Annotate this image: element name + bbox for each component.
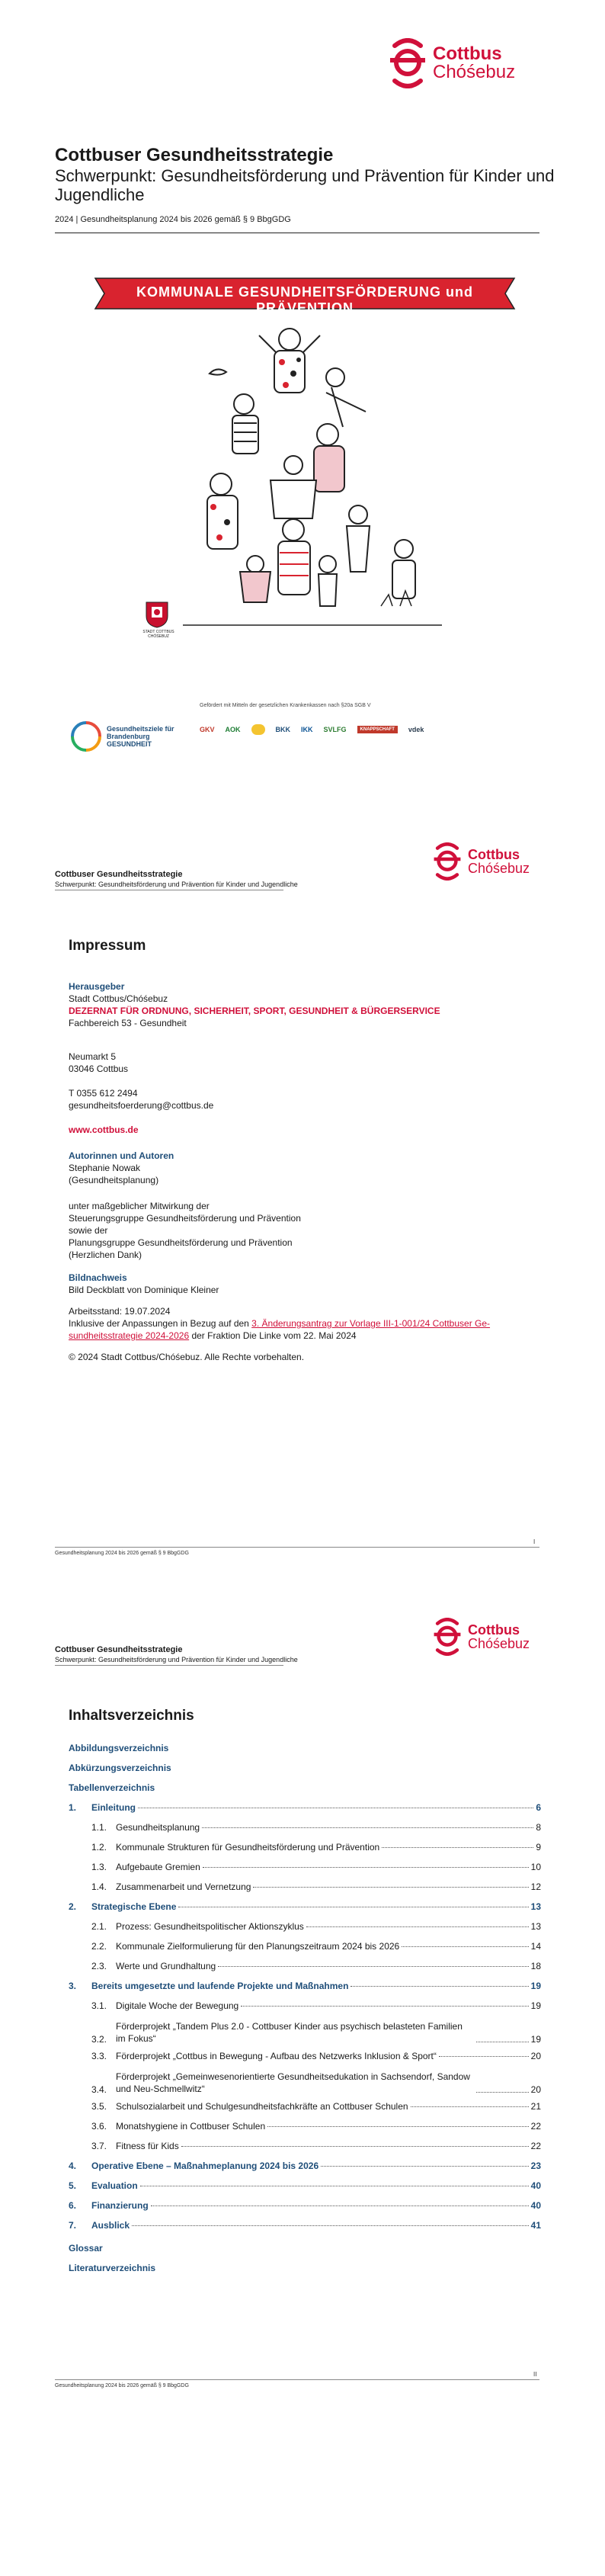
author-name: Stephanie Nowak — [69, 1163, 141, 1173]
cover-illustration — [137, 320, 472, 648]
running-header-title: Cottbuser Gesundheitsstrategie — [55, 870, 183, 879]
bildnachweis-block — [69, 1272, 571, 1296]
toc-entry-number: 3.3. — [91, 2051, 107, 2061]
toc-entry-number: 1.3. — [91, 1862, 107, 1872]
toc-entry[interactable] — [91, 2051, 541, 2061]
toc-entry[interactable] — [91, 1822, 541, 1833]
cottbus-logo-icon — [433, 842, 462, 881]
brand-name-line2: Chóśebuz — [468, 861, 530, 876]
fachbereich-name: Fachbereich 53 - Gesundheit — [69, 1018, 187, 1028]
arbeitsstand-block — [69, 1305, 556, 1342]
brand-logo[interactable] — [389, 38, 515, 88]
toc-heading: Inhaltsverzeichnis — [69, 1708, 194, 1724]
toc-entry-label: Evaluation — [91, 2180, 138, 2191]
toc-entry-page: 14 — [530, 1941, 541, 1952]
toc-entry[interactable] — [91, 2141, 541, 2151]
gesundheitsziele-logo-icon — [70, 720, 102, 752]
toc-pre-item[interactable]: Abkürzungsverzeichnis — [69, 1763, 171, 1773]
toc-entry-number: 2.2. — [91, 1941, 107, 1952]
toc-entry[interactable] — [91, 2101, 541, 2112]
website-link[interactable]: www.cottbus.de — [69, 1124, 139, 1135]
bildnachweis-text: Bild Deckblatt von Dominique Kleiner — [69, 1285, 219, 1295]
toc-entry-number: 2.3. — [91, 1961, 107, 1971]
toc-entry-page: 6 — [536, 1802, 541, 1813]
toc-leader-dots — [181, 2146, 529, 2147]
toc-entry-label: Einleitung — [91, 1802, 136, 1813]
toc-entry-label: Gesundheitsplanung — [116, 1822, 200, 1833]
footer-rule — [55, 2379, 539, 2380]
toc-entry[interactable] — [91, 2071, 541, 2095]
toc-entry-number: 7. — [69, 2220, 77, 2231]
toc-entry-page: 9 — [536, 1842, 541, 1853]
toc-entry-page: 22 — [530, 2141, 541, 2151]
toc-entry[interactable] — [91, 1941, 541, 1952]
toc-entry-number: 3.1. — [91, 2000, 107, 2011]
cottbus-logo-icon — [389, 38, 427, 88]
cover-meta: 2024 | Gesundheitsplanung 2024 bis 2026 gemäß § 9 BbgGDG — [55, 215, 291, 224]
toc-entry-label: Förderprojekt „Cottbus in Bewegung - Aufbau des Netzwerks Inklusion & Sport“ — [116, 2051, 437, 2061]
ikk-logo-icon: IKK — [301, 726, 313, 733]
toc-entry-number: 3.7. — [91, 2141, 107, 2151]
toc-leader-dots — [382, 1847, 533, 1848]
brand-name-line2: Chóśebuz — [433, 62, 516, 82]
toc-entry[interactable] — [91, 1842, 541, 1853]
crest-caption: STADT COTTBUS CHÓŚEBUZ — [142, 630, 174, 639]
toc-leader-dots — [321, 2166, 529, 2167]
gkv-logo-icon: GKV — [200, 726, 215, 733]
toc-leader-dots — [241, 2006, 528, 2007]
toc-entry-page: 12 — [530, 1881, 541, 1892]
vdek-logo-icon: vdek — [408, 726, 424, 733]
authors-block — [69, 1150, 571, 1186]
toc-entry-label: Prozess: Gesundheitspolitischer Aktionszyklus — [116, 1921, 304, 1932]
footer-rule — [55, 1547, 539, 1548]
toc-leader-dots — [267, 2126, 529, 2127]
aok-logo-icon: AOK — [225, 726, 241, 733]
cover-banner — [88, 271, 522, 316]
brand-name-line1: Cottbus — [433, 43, 502, 64]
toc-entry-label: Förderprojekt „Tandem Plus 2.0 - Cottbuser Kinder aus psychisch belasteten Familien im Fokus“ — [116, 2021, 463, 2044]
toc-entry-label: Finanzierung — [91, 2200, 149, 2211]
toc-entry-label: Werte und Grundhaltung — [116, 1961, 216, 1971]
coop-line-2: Steuerungsgruppe Gesundheitsförderung und Prävention — [69, 1213, 301, 1224]
toc-entry-label: Monatshygiene in Cottbuser Schulen — [116, 2121, 266, 2132]
toc-entry-page: 18 — [530, 1961, 541, 1971]
toc-entry-label: Ausblick — [91, 2220, 130, 2231]
toc-entry-page: 21 — [530, 2101, 541, 2112]
toc-entry-number: 1.4. — [91, 1881, 107, 1892]
toc-entry-page: 13 — [530, 1901, 541, 1912]
toc-leader-dots — [218, 1966, 528, 1967]
toc-entry[interactable] — [69, 1981, 541, 1991]
toc-entry[interactable] — [91, 2000, 541, 2011]
page-number: I — [533, 1538, 536, 1545]
toc-entry[interactable] — [91, 2121, 541, 2132]
toc-leader-dots — [203, 1867, 529, 1868]
aenderungsantrag-link[interactable]: 3. Änderungsantrag zur Vorlage III-1-001/24 Cottbuser Ge-sundheitsstrategie 2024-2026 — [69, 1318, 491, 1341]
toc-entry-label: Förderprojekt „Gemeinwesenorientierte Gesundheitsedukation in Sachsendorf, Sandow und Neu-Schmellwitz“ — [116, 2071, 470, 2094]
toc-entry[interactable] — [69, 1901, 541, 1912]
toc-entry[interactable] — [69, 2220, 541, 2231]
toc-entry-label: Zusammenarbeit und Vernetzung — [116, 1881, 251, 1892]
toc-leader-dots — [253, 1887, 528, 1888]
dezernat-name: DEZERNAT FÜR ORDNUNG, SICHERHEIT, SPORT, GESUNDHEIT & BÜRGERSERVICE — [69, 1006, 440, 1016]
toc-leader-dots — [476, 2092, 529, 2093]
authors-label: Autorinnen und Autoren — [69, 1150, 174, 1161]
toc-entry-page: 19 — [530, 2034, 541, 2045]
arbeitsstand: Arbeitsstand: 19.07.2024 — [69, 1306, 171, 1317]
banner-text: KOMMUNALE GESUNDHEITSFÖRDERUNG und PRÄVENTION — [136, 284, 473, 316]
toc-entry-label: Kommunale Strukturen für Gesundheitsförderung und Prävention — [116, 1842, 380, 1853]
running-header-subtitle: Schwerpunkt: Gesundheitsförderung und Prävention für Kinder und Jugendliche — [55, 881, 298, 888]
footer-text: Gesundheitsplanung 2024 bis 2026 gemäß § 9 BbgGDG — [55, 2383, 189, 2388]
knappschaft-logo-icon: KNAPPSCHAFT — [357, 726, 398, 733]
cottbus-logo-icon — [433, 1618, 462, 1656]
toc-entry[interactable] — [91, 1881, 541, 1892]
toc-entry-label: Kommunale Zielformulierung für den Planungszeitraum 2024 bis 2026 — [116, 1941, 400, 1952]
toc-entry-number: 1.1. — [91, 1822, 107, 1833]
footer-text: Gesundheitsplanung 2024 bis 2026 gemäß § 9 BbgGDG — [55, 1551, 189, 1556]
herausgeber-label: Herausgeber — [69, 981, 125, 992]
header-rule — [55, 1665, 283, 1666]
toc-entry-number: 2. — [69, 1901, 77, 1912]
cover-subtitle: Schwerpunkt: Gesundheitsförderung und Prävention für Kinder und Jugendliche — [55, 166, 555, 204]
toc-entry[interactable] — [69, 1802, 541, 1813]
toc-post-item[interactable]: Glossar — [69, 2243, 103, 2254]
toc-entry[interactable] — [91, 1961, 541, 1971]
toc-entry-page: 20 — [530, 2051, 541, 2061]
crest-icon — [145, 601, 169, 628]
toc-entry-page: 20 — [530, 2084, 541, 2095]
toc-entry[interactable] — [69, 2161, 541, 2171]
inklusive-note — [69, 1317, 556, 1342]
brand-name-line1: Cottbus — [468, 847, 520, 862]
coop-line-1: unter maßgeblicher Mitwirkung der — [69, 1201, 210, 1211]
address-block — [69, 1051, 571, 1075]
inklusive-pre: Inklusive der Anpassungen in Bezug auf den — [69, 1318, 252, 1329]
cover-title: Cottbuser Gesundheitsstrategie — [55, 145, 334, 165]
toc-entry-number: 3. — [69, 1981, 77, 1991]
contact-block — [69, 1087, 571, 1112]
toc-entry[interactable] — [91, 2020, 541, 2045]
toc-entry-number: 5. — [69, 2180, 77, 2191]
toc-entry[interactable] — [69, 2200, 541, 2211]
partner-blob-icon — [251, 724, 265, 735]
toc-entry-number: 4. — [69, 2161, 77, 2171]
toc-entry-number: 6. — [69, 2200, 77, 2211]
partner-gesundheitsziele — [70, 720, 183, 752]
toc-leader-dots — [306, 1926, 529, 1927]
toc-entry[interactable] — [69, 2180, 541, 2191]
toc-leader-dots — [411, 2106, 529, 2107]
cooperation-block — [69, 1200, 571, 1261]
toc-entry-label: Aufgebaute Gremien — [116, 1862, 200, 1872]
toc-entry-label: Fitness für Kids — [116, 2141, 179, 2151]
toc-entry-number: 3.6. — [91, 2121, 107, 2132]
toc-leader-dots — [202, 1827, 533, 1828]
toc-entry-page: 40 — [530, 2200, 541, 2211]
toc-entry-label: Bereits umgesetzte und laufende Projekte und Maßnahmen — [91, 1981, 349, 1991]
cottbus-crest — [145, 601, 175, 632]
brand-name-line1: Cottbus — [468, 1622, 520, 1638]
toc-entry-page: 19 — [530, 2000, 541, 2011]
toc-entry-number: 3.2. — [91, 2034, 107, 2045]
toc-entry-page: 13 — [530, 1921, 541, 1932]
address-zip: 03046 Cottbus — [69, 1063, 129, 1074]
partner-gesundheitsziele-text: Gesundheitsziele für Brandenburg GESUNDHEIT — [107, 725, 174, 748]
contact-phone: T 0355 612 2494 — [69, 1088, 138, 1099]
city-name: Stadt Cottbus/Chóśebuz — [69, 993, 168, 1004]
toc-entry-page: 40 — [530, 2180, 541, 2191]
toc-entry-number: 1.2. — [91, 1842, 107, 1853]
impressum-heading: Impressum — [69, 938, 146, 954]
toc-entry-number: 2.1. — [91, 1921, 107, 1932]
bkk-logo-icon: BKK — [275, 726, 291, 733]
toc-leader-dots — [402, 1946, 528, 1947]
toc-entry-page: 8 — [536, 1822, 541, 1833]
toc-entry-label: Strategische Ebene — [91, 1901, 177, 1912]
brand-logo-toc[interactable] — [433, 1618, 530, 1656]
copyright: © 2024 Stadt Cottbus/Chóśebuz. Alle Rechte vorbehalten. — [69, 1352, 305, 1362]
toc-entry-number: 3.4. — [91, 2084, 107, 2095]
toc-entry-label: Operative Ebene – Maßnahmeplanung 2024 bis 2026 — [91, 2161, 319, 2171]
running-header-title: Cottbuser Gesundheitsstrategie — [55, 1645, 183, 1654]
author-role: (Gesundheitsplanung) — [69, 1175, 159, 1185]
toc-entry[interactable] — [91, 1921, 541, 1932]
toc-pre-item[interactable]: Tabellenverzeichnis — [69, 1782, 155, 1793]
toc-entry-number: 1. — [69, 1802, 77, 1813]
toc-post-item[interactable]: Literaturverzeichnis — [69, 2263, 156, 2273]
toc-pre-item[interactable]: Abbildungsverzeichnis — [69, 1743, 169, 1753]
funding-note: Gefördert mit Mitteln der gesetzlichen Krankenkassen nach §20a SGB V — [200, 703, 371, 708]
bildnachweis-label: Bildnachweis — [69, 1272, 127, 1283]
toc-entry-page: 23 — [530, 2161, 541, 2171]
partner-logo-row — [200, 724, 424, 735]
coop-line-3: sowie der — [69, 1225, 108, 1236]
toc-leader-dots — [351, 1986, 528, 1987]
toc-entry-label: Digitale Woche der Bewegung — [116, 2000, 239, 2011]
coop-line-5: (Herzlichen Dank) — [69, 1250, 142, 1260]
contact-email[interactable]: gesundheitsfoerderung@cottbus.de — [69, 1100, 214, 1111]
toc-entry-page: 41 — [530, 2220, 541, 2231]
inklusive-post: der Fraktion Die Linke vom 22. Mai 2024 — [189, 1330, 357, 1341]
coop-line-4: Planungsgruppe Gesundheitsförderung und Prävention — [69, 1237, 293, 1248]
brand-name-line2: Chóśebuz — [468, 1636, 530, 1651]
toc-leader-dots — [439, 2056, 529, 2057]
toc-entry-page: 10 — [530, 1862, 541, 1872]
toc-entry-number: 3.5. — [91, 2101, 107, 2112]
svlfg-logo-icon: SVLFG — [323, 726, 347, 733]
herausgeber-block — [69, 980, 571, 1029]
toc-entry-page: 19 — [530, 1981, 541, 1991]
running-header-subtitle: Schwerpunkt: Gesundheitsförderung und Prävention für Kinder und Jugendliche — [55, 1656, 298, 1663]
toc-leader-dots — [151, 2205, 529, 2206]
toc-entry-label: Schulsozialarbeit und Schulgesundheitsfachkräfte an Cottbuser Schulen — [116, 2101, 408, 2112]
brand-logo-impressum[interactable] — [433, 842, 530, 881]
bird-icon — [210, 369, 226, 374]
address-street: Neumarkt 5 — [69, 1051, 117, 1062]
toc-entry-page: 22 — [530, 2121, 541, 2132]
toc-entry[interactable] — [91, 1862, 541, 1872]
page-number: II — [533, 2371, 537, 2378]
toc-leader-dots — [132, 2225, 529, 2226]
